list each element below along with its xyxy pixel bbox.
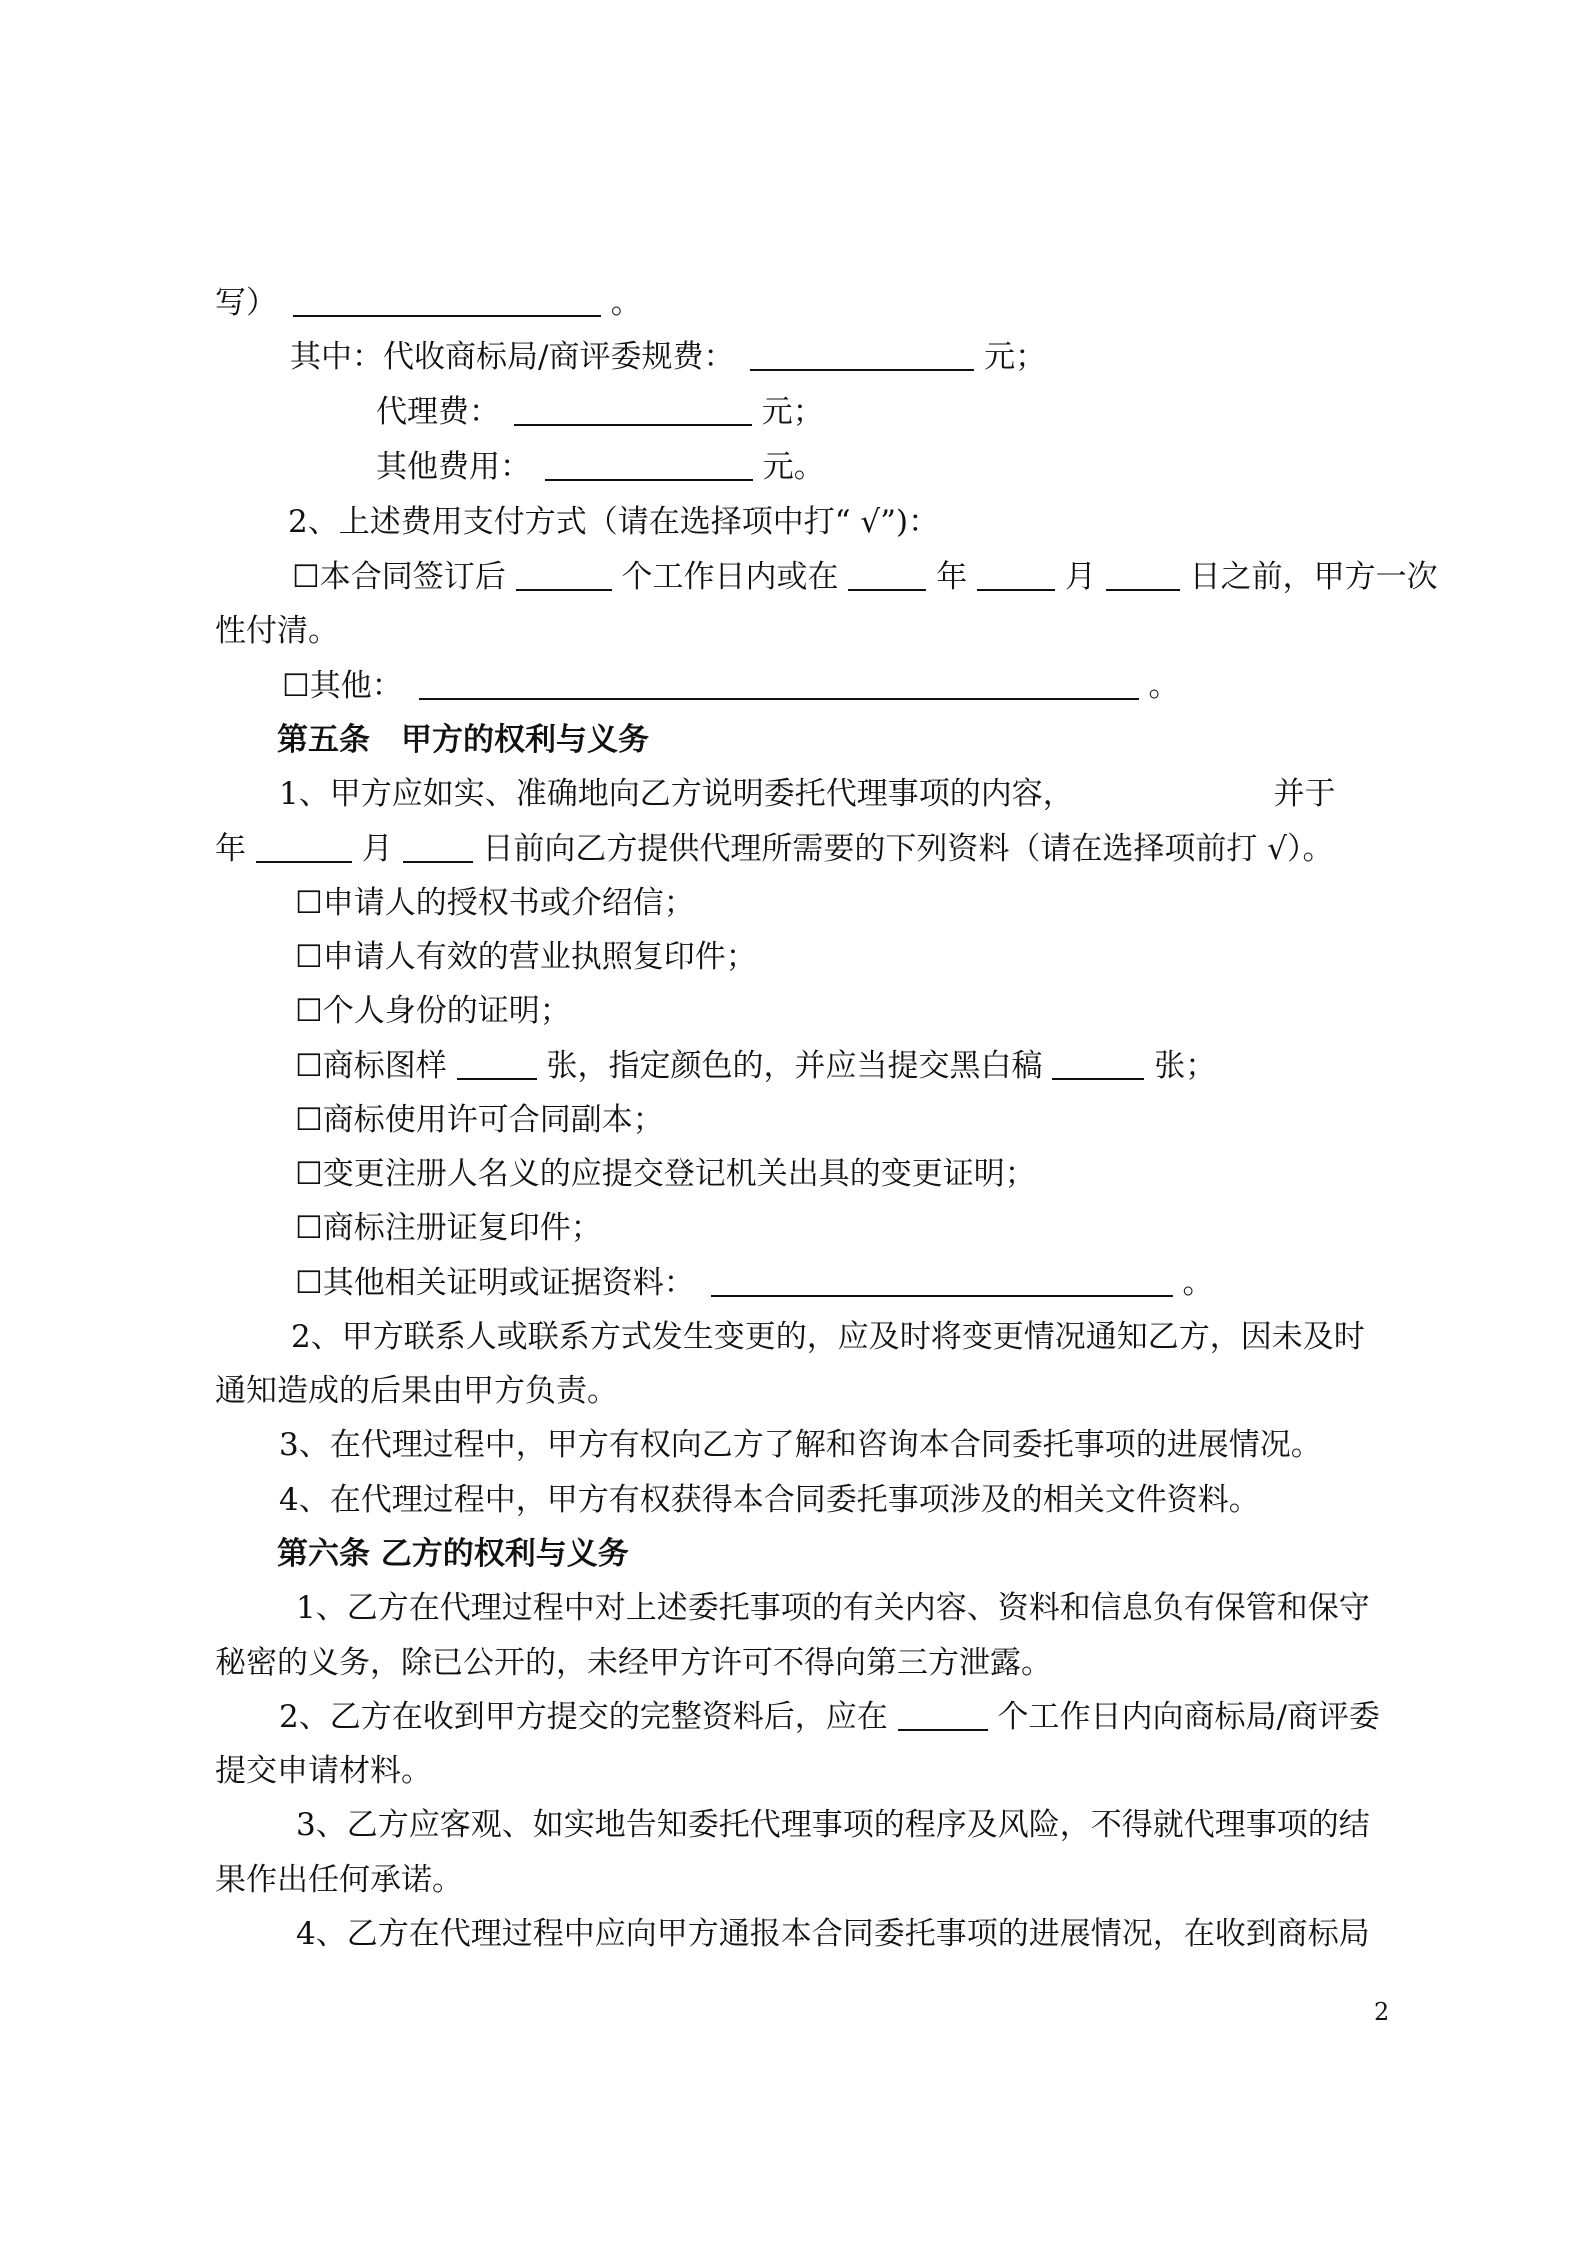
text-line: 其中：代收商标局/商评委规费： 元； [290, 339, 1047, 375]
text-line: 3、乙方应客观、如实地告知委托代理事项的程序及风险，不得就代理事项的结 [296, 1807, 1370, 1843]
fill-in-blank[interactable] [516, 559, 612, 591]
text-line: 3、在代理过程中，甲方有权向乙方了解和咨询本合同委托事项的进展情况。 [279, 1427, 1322, 1463]
checkbox-item[interactable]: ☐商标注册证复印件； [295, 1210, 602, 1246]
fill-in-blank[interactable] [848, 559, 926, 591]
fill-in-blank[interactable] [711, 1265, 1173, 1297]
text-line: ☐本合同签订后 个工作日内或在 年 月 日之前，甲方一次 [292, 559, 1438, 595]
checkbox-item[interactable]: ☐申请人的授权书或介绍信； [295, 885, 695, 921]
fill-in-blank[interactable] [545, 449, 753, 481]
checkbox-item[interactable]: ☐其他相关证明或证据资料： 。 [295, 1265, 1214, 1301]
text-line: 提交申请材料。 [215, 1753, 432, 1789]
text-line: 代理费： 元； [376, 394, 824, 430]
fill-in-blank[interactable] [514, 394, 752, 426]
section-heading: 第五条 甲方的权利与义务 [277, 722, 649, 758]
fill-in-blank[interactable] [898, 1699, 988, 1731]
fill-in-blank[interactable] [457, 1048, 537, 1080]
checkbox-item[interactable]: ☐个人身份的证明； [295, 993, 571, 1029]
text-line: 4、在代理过程中，甲方有权获得本合同委托事项涉及的相关文件资料。 [279, 1482, 1260, 1518]
fill-in-blank[interactable] [750, 339, 974, 371]
section-heading: 第六条 乙方的权利与义务 [277, 1536, 629, 1572]
checkbox-item[interactable]: ☐商标图样 张，指定颜色的，并应当提交黑白稿 张； [295, 1048, 1217, 1084]
text-line: ☐其他： 。 [282, 668, 1180, 704]
text-line: 秘密的义务，除已公开的，未经甲方许可不得向第三方泄露。 [215, 1645, 1052, 1681]
text-line: 性付清。 [215, 613, 339, 649]
text-line: 通知造成的后果由甲方负责。 [215, 1373, 618, 1409]
fill-in-blank[interactable] [419, 668, 1139, 700]
text-line: 其他费用： 元。 [376, 449, 825, 485]
text-line: 2、乙方在收到甲方提交的完整资料后，应在 个工作日内向商标局/商评委 [279, 1699, 1380, 1735]
fill-in-blank[interactable] [403, 831, 473, 863]
checkbox-item[interactable]: ☐变更注册人名义的应提交登记机关出具的变更证明； [295, 1156, 1036, 1192]
fill-in-blank[interactable] [293, 285, 601, 317]
page-number: 2 [1374, 1998, 1390, 2026]
text-line: 2、上述费用支付方式（请在选择项中打“ √”)： [288, 504, 940, 540]
text-line: 果作出任何承诺。 [215, 1862, 463, 1898]
fill-in-blank[interactable] [256, 831, 352, 863]
fill-in-blank[interactable] [1106, 559, 1180, 591]
checkbox-item[interactable]: ☐商标使用许可合同副本； [295, 1102, 664, 1138]
text-line: 1、乙方在代理过程中对上述委托事项的有关内容、资料和信息负有保管和保守 [296, 1590, 1370, 1626]
text-line: 年 月 日前向乙方提供代理所需要的下列资料（请在选择项前打 √）。 [215, 831, 1334, 867]
fill-in-blank[interactable] [1052, 1048, 1144, 1080]
fill-in-blank[interactable] [977, 559, 1055, 591]
text-line: 写） 。 [215, 285, 642, 321]
text-line: 1、甲方应如实、准确地向乙方说明委托代理事项的内容， 并于 [279, 776, 1336, 812]
text-line: 4、乙方在代理过程中应向甲方通报本合同委托事项的进展情况，在收到商标局 [296, 1916, 1370, 1952]
checkbox-item[interactable]: ☐申请人有效的营业执照复印件； [295, 939, 757, 975]
text-line: 2、甲方联系人或联系方式发生变更的，应及时将变更情况通知乙方，因未及时 [291, 1319, 1365, 1355]
